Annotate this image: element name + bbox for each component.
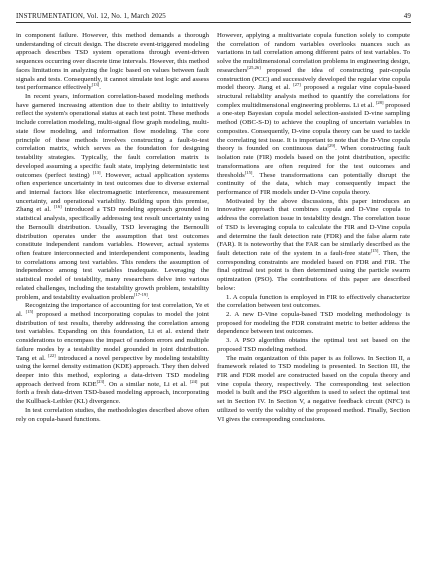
paragraph-text: In recent years, information correlation-based modeling methods have garnered increasing attention due to their ability to intuitively reflect the system's operational status at each test point. These methods include correlation modeling, multi-signal flow graph modeling, multi-state flow modeling, and information flow modeling. The core principle of these methods involves constructing a fault-to-test correlation matrix, which serves as the foundation for designing testability strategies. Typically, the fault correlation matrix is developed assuming a specific fault state, implying deterministic test outcomes (perfect testing) bbox=[16, 93, 209, 179]
body-paragraph bbox=[16, 93, 209, 302]
paragraph-text: . bbox=[147, 293, 150, 301]
citation-ref: [25,26] bbox=[247, 64, 261, 70]
paragraph-text: . However, actual application systems often experience uncertainty in test outcomes due to diverse external and internal factors like electromagnetic interference, measurement uncertainty, and operational variability. Building upon this premise, Zhang et al. bbox=[16, 171, 209, 214]
body-paragraph bbox=[16, 302, 209, 407]
paragraph-text: introduced a novel perspective by modeling testability using the kernel density estimation (KDE) approach. They then delved deeper into this method, exploring a data-driven TSD modeling approach derived from KDE bbox=[16, 354, 209, 388]
citation-ref: [15] bbox=[25, 308, 34, 314]
journal-name: INSTRUMENTATION, Vol. 12, No. 1, March 2025 bbox=[16, 12, 166, 20]
paragraph-text: Motivated by the above discussions, this paper introduces an innovative approach that combines copula and D-Vine copula to address the correlation issue in testability design. The correlation issue of TSD is leveraging copula to calculate the FIR and D-Vine copula and determine the fault detection rate (FDR) and the false alarm rate (FAR). It is noteworthy that the FAR can be similarly described as the fault detection rate of the system in a fault-free state bbox=[217, 197, 410, 257]
paragraph-text: proposed the idea of constructing pair-copula construction (PCC) and successively developed the regular vine copula model theory. Jiang et al. bbox=[217, 66, 410, 92]
paragraph-text: The main organization of this paper is as follows. In Section II, a framework related to TSD modeling is presented. In Section III, the FIR and FDR model are constructed based on the copula theory and vine copula theory, respectively. The corresponding test selection model is built and the PSO algorithm is used to select the optimal test set in Section IV. In Section V, a negative feedback circuit (NFC) is utilized to verify the validity of the proposed method. Finally, Section VI gives the corresponding conclusions. bbox=[217, 354, 410, 423]
paragraph-text: . Then, the corresponding constraints are modeled based on FDR and FIR. The final optimal test point is then determined using the particle swarm optimization (PSO). The contributions of this paper are described below: bbox=[217, 249, 410, 292]
paragraph-text: Recognizing the importance of accounting for test correlation, Ye et al. bbox=[16, 302, 209, 318]
page-number: 49 bbox=[403, 12, 411, 20]
body-paragraph bbox=[217, 355, 410, 425]
paragraph-text: 1. A copula function is employed in FIR to effectively characterize the correlation between test outcomes. bbox=[217, 293, 410, 310]
body-paragraph bbox=[16, 32, 209, 93]
citation-ref: [29] bbox=[327, 143, 336, 149]
paragraph-text: in component failure. However, this method demands a thorough understanding of circuit design. The discrete event-triggered modeling approach describes TSD system operations through event-driven sequences occurring over discrete time intervals. However, this method faces limitations in analyzing the logic based on values between fault signals and tests. Consequently, it cannot simulate test logic and assess test performance effectively bbox=[16, 32, 209, 92]
citation-ref: [28] bbox=[375, 99, 384, 105]
citation-ref: [24] bbox=[189, 378, 198, 384]
citation-ref: [15] bbox=[244, 169, 253, 175]
citation-ref: [15] bbox=[370, 247, 379, 253]
citation-ref: [16] bbox=[54, 204, 62, 210]
paragraph-text: put forth a fresh data-driven TSD-based modeling approach, incorporating the Kullback-Leibler (KL) divergence. bbox=[16, 380, 209, 406]
paragraph-text: proposed a method incorporating copulas to model the joint distribution of test results, thereby addressing the correlation among test variables. Expanding on this foundation, Li et al. extend their considerations to encompass the impact of random errors and multiple failure modes by a testability model grounded in joint distribution. Tang et al. bbox=[16, 311, 209, 362]
paragraph-text: . These transformations can potentially disrupt the continuity of the data, which may consequently impact the performance of FIR models under D-Vine copula theory. bbox=[217, 171, 410, 196]
body-paragraph bbox=[217, 32, 410, 198]
paragraph-text: In test correlation studies, the methodologies described above often rely on copula-based functions. bbox=[16, 406, 209, 423]
citation-ref: [13] bbox=[92, 169, 101, 175]
paragraph-text: proposed a one-step Bayesian copula model selection-assisted D-vine sampling method (OBC-S-D) to achieve the coupling of uncertain variables in composites. Consequently, D-vine copula theory can be used to tackle the correlating test issue. It is important to note that the D-Vine copula theory is founded on continuous data bbox=[217, 101, 410, 153]
citation-ref: [13] bbox=[91, 82, 100, 88]
paragraph-text: 3. A PSO algorithm obtains the optimal test set based on the proposed TSD modeling method. bbox=[217, 337, 410, 353]
citation-ref: [23] bbox=[96, 378, 105, 384]
body-paragraph bbox=[217, 311, 410, 337]
paragraph-text: 2. A new D-Vine copula-based TSD modeling methodology is proposed for modeling the FDR constraint metric to better address the dependence between test outcomes. bbox=[217, 311, 410, 336]
right-column bbox=[217, 32, 410, 424]
left-column bbox=[16, 32, 209, 424]
paragraph-text: However, applying a multivariate copula function solely to compute the correlation of random variables overlooks nuances such as variations in tail correlation among different pairs of test variables. To solve the multidimensional correlation problems in engineering design, researchers bbox=[217, 32, 410, 74]
citation-ref: [17-19] bbox=[133, 291, 148, 297]
body-paragraph bbox=[16, 407, 209, 424]
header-rule bbox=[16, 22, 411, 23]
body-paragraph bbox=[217, 337, 410, 354]
body-paragraph bbox=[217, 294, 410, 311]
body-paragraph bbox=[217, 198, 410, 294]
citation-ref: [22] bbox=[48, 352, 56, 358]
citation-ref: [27] bbox=[293, 82, 301, 88]
paragraph-text: . On a similar note, Li et al. bbox=[104, 380, 190, 388]
paragraph-text: proposed a regular vine copula-based structural reliability analysis method to quantify the correlations for complex multidimensional engineering problems. Li et al. bbox=[217, 84, 410, 109]
paragraph-text: . bbox=[99, 84, 101, 92]
paragraph-text: introduced a TSD modeling approach grounded in statistical analysis, specifically addressing test result uncertainty using the Bernoulli distribution. Usually, TSD leveraging the Bernoulli distribution operates under the assumption that test outcomes constitute independent random variables. However, actual systems often feature interconnected and interdependent components, leading to correlations among test variables. This renders the assumption of independence among test variables inadequate. Leveraging the statistical model of testability, many researchers delve into various related challenges, including the testability growth problem, testability problem, and testability evaluation problem bbox=[16, 206, 209, 301]
paragraph-text: . When constructing fault isolation rate (FIR) models based on the joint distribution, specific transformations are often required for the test outcomes and thresholds bbox=[217, 145, 411, 179]
